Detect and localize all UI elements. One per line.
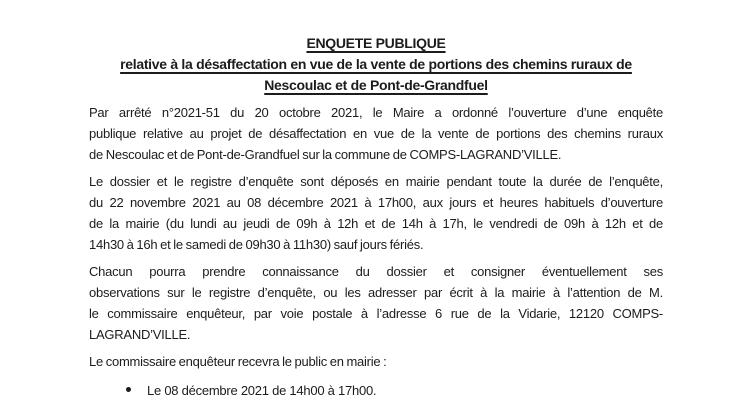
paragraph-arrete (89, 102, 663, 165)
text-line: Chacun pourra prendre connaissance du dossier et consigner éventuellement ses (89, 264, 663, 279)
paragraph-permanence (89, 351, 663, 372)
document-title: ENQUETE PUBLIQUE (306, 35, 446, 51)
title-block (89, 33, 663, 96)
paragraph-observations (89, 261, 663, 345)
text-line: du 22 novembre 2021 au 08 décembre 2021 à 17h00, aux jours et heures habituels d’ouverture (89, 195, 663, 210)
text-line: publique relative au projet de désaffectation en vue de la vente de portions des chemins ruraux (89, 126, 663, 141)
document-body (89, 33, 663, 401)
text-line: de Nescoulac et de Pont-de-Grandfuel sur la commune de COMPS-LAGRAND’VILLE. (89, 147, 562, 162)
bullet-item (89, 380, 663, 401)
text-line: observations sur le registre d’enquête, ou les adresser par écrit à la mairie à l’attention de M. (89, 285, 663, 300)
bullet-list (89, 380, 663, 401)
text-line: Le dossier et le registre d’enquête sont déposés en mairie pendant toute la durée de l’enquête, (89, 174, 663, 189)
text-line: Par arrêté n°2021-51 du 20 octobre 2021, le Maire a ordonné l’ouverture d’une enquête (89, 105, 663, 120)
text-line: Le commissaire enquêteur recevra le public en mairie : (89, 354, 387, 369)
document-subtitle-line-1: relative à la désaffectation en vue de la vente de portions des chemins ruraux de (120, 56, 632, 72)
text-line: 14h30 à 16h et le samedi de 09h30 à 11h30) sauf jours fériés. (89, 237, 424, 252)
document-subtitle-line-2: Nescoulac et de Pont-de-Grandfuel (264, 77, 488, 93)
bullet-item-text: Le 08 décembre 2021 de 14h00 à 17h00. (147, 383, 377, 398)
paragraph-dossier (89, 171, 663, 255)
text-line: le commissaire enquêteur, par voie postale à l’adresse 6 rue de la Vidarie, 12120 COMPS- (89, 306, 663, 321)
text-line: de la mairie (du lundi au jeudi de 09h à 12h et de 14h à 17h, le vendredi de 09h à 12h et de (89, 216, 663, 231)
bullet-icon (126, 390, 147, 395)
text-line: LAGRAND’VILLE. (89, 327, 191, 342)
